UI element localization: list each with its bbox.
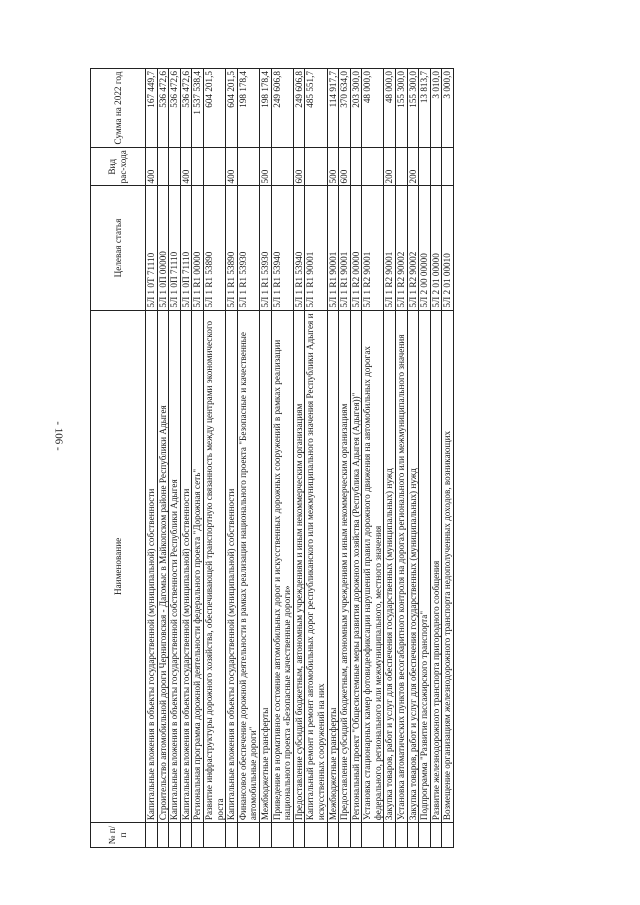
row-number-cell bbox=[419, 823, 431, 848]
row-code-cell: 5Л 1 R1 53930 bbox=[259, 186, 271, 310]
row-sum-cell: 536 472,6 bbox=[169, 69, 181, 148]
table-row bbox=[226, 69, 238, 848]
row-sum-cell: 155 300,0 bbox=[396, 69, 408, 148]
table-row bbox=[271, 69, 293, 848]
row-code-cell: 5Л 1 R1 53930 bbox=[237, 186, 259, 310]
row-name-cell: Подпрограмма "Развитие пассажирского транспорта" bbox=[419, 310, 431, 823]
row-sum-cell: 485 551,7 bbox=[305, 69, 327, 148]
row-name-cell: Капитальный ремонт и ремонт автомобильных дорог республиканского или межмуниципального значения Республики Адыгея и искусственных сооружений на них bbox=[305, 310, 327, 823]
row-vid-cell bbox=[203, 148, 225, 186]
row-number-cell bbox=[430, 823, 442, 848]
row-vid-cell bbox=[419, 148, 431, 186]
table-row bbox=[169, 69, 181, 848]
row-code-cell: 5Л 1 0П 71110 bbox=[180, 186, 192, 310]
row-code-cell: 5Л 2 01 00000 bbox=[430, 186, 442, 310]
row-name-cell: Возмещение организациям железнодорожного транспорта недополученных доходов, возникающих bbox=[442, 310, 454, 823]
row-sum-cell: 48 000,0 bbox=[384, 69, 396, 148]
row-name-cell: Межбюджетные трансферты bbox=[259, 310, 271, 823]
row-code-cell: 5Л 1 0П 00000 bbox=[157, 186, 169, 310]
row-vid-cell bbox=[157, 148, 169, 186]
row-vid-cell bbox=[430, 148, 442, 186]
table-row bbox=[157, 69, 169, 848]
header-sum: Сумма на 2022 год bbox=[91, 69, 146, 148]
row-vid-cell: 400 bbox=[146, 148, 158, 186]
row-code-cell: 5Л 1 R1 53940 bbox=[271, 186, 293, 310]
row-number-cell bbox=[339, 823, 351, 848]
row-code-cell: 5Л 1 0Т 71110 bbox=[146, 186, 158, 310]
table-row bbox=[419, 69, 431, 848]
table-row bbox=[430, 69, 442, 848]
row-vid-cell: 400 bbox=[226, 148, 238, 186]
table-row bbox=[442, 69, 454, 848]
table-row bbox=[146, 69, 158, 848]
header-num: № п/п bbox=[91, 823, 146, 848]
table-body bbox=[146, 69, 454, 848]
row-vid-cell bbox=[237, 148, 259, 186]
row-code-cell: 5Л 1 R1 53890 bbox=[203, 186, 225, 310]
row-vid-cell bbox=[192, 148, 204, 186]
row-name-cell: Установка автоматических пунктов весогабаритного контроля на дорогах регионального или межмуниципального значения bbox=[396, 310, 408, 823]
row-name-cell: Региональный проект "Общесистемные меры развития дорожного хозяйства (Республика Адыгея (Адыгея))" bbox=[350, 310, 362, 823]
row-vid-cell: 500 bbox=[259, 148, 271, 186]
row-code-cell: 5Л 1 0П 71110 bbox=[169, 186, 181, 310]
table-row bbox=[237, 69, 259, 848]
row-number-cell bbox=[157, 823, 169, 848]
row-sum-cell: 203 300,0 bbox=[350, 69, 362, 148]
row-name-cell: Предоставление субсидий бюджетным, автономным учреждениям и иным некоммерческим организациям bbox=[339, 310, 351, 823]
row-sum-cell: 536 472,6 bbox=[157, 69, 169, 148]
row-number-cell bbox=[350, 823, 362, 848]
table-row bbox=[305, 69, 327, 848]
row-number-cell bbox=[293, 823, 305, 848]
table-header-row bbox=[91, 69, 146, 848]
row-code-cell: 5Л 1 R1 90001 bbox=[339, 186, 351, 310]
page-number: - 106 - bbox=[52, 421, 65, 451]
row-sum-cell: 155 300,0 bbox=[407, 69, 419, 148]
row-sum-cell: 249 606,8 bbox=[271, 69, 293, 148]
table-row bbox=[384, 69, 396, 848]
row-vid-cell bbox=[362, 148, 384, 186]
row-name-cell: Капитальные вложения в объекты государственной (муниципальной) собственности bbox=[146, 310, 158, 823]
table-row bbox=[259, 69, 271, 848]
row-name-cell: Капитальные вложения в объекты государственной (муниципальной) собственности bbox=[180, 310, 192, 823]
row-vid-cell: 600 bbox=[339, 148, 351, 186]
header-name: Наименование bbox=[91, 310, 146, 823]
row-sum-cell: 167 449,7 bbox=[146, 69, 158, 148]
row-vid-cell: 600 bbox=[293, 148, 305, 186]
table-row bbox=[350, 69, 362, 848]
table-row bbox=[203, 69, 225, 848]
row-sum-cell: 48 000,0 bbox=[362, 69, 384, 148]
row-vid-cell bbox=[271, 148, 293, 186]
row-code-cell: 5Л 1 R2 90001 bbox=[384, 186, 396, 310]
row-number-cell bbox=[384, 823, 396, 848]
row-number-cell bbox=[180, 823, 192, 848]
row-code-cell: 5Л 2 00 00000 bbox=[419, 186, 431, 310]
table-row bbox=[293, 69, 305, 848]
header-vid: Вид рас-хода bbox=[91, 148, 146, 186]
row-vid-cell bbox=[442, 148, 454, 186]
row-number-cell bbox=[259, 823, 271, 848]
row-sum-cell: 13 813,7 bbox=[419, 69, 431, 148]
row-vid-cell bbox=[169, 148, 181, 186]
row-sum-cell: 536 472,6 bbox=[180, 69, 192, 148]
row-name-cell: Финансовое обеспечение дорожной деятельности в рамках реализации национального проекта "Безопасные и качественные автомобильные дороги" bbox=[237, 310, 259, 823]
row-name-cell: Строительство автомобильной дороги Черниговская - Дагомыс в Майкопском районе Республики Адыгея bbox=[157, 310, 169, 823]
row-name-cell: Развитие инфраструктуры дорожного хозяйства, обеспечивающей транспортную связанность между центрами экономического роста bbox=[203, 310, 225, 823]
rotated-table-container bbox=[90, 68, 570, 848]
row-sum-cell: 198 178,4 bbox=[237, 69, 259, 148]
row-name-cell: Межбюджетные трансферты bbox=[327, 310, 339, 823]
row-sum-cell: 1 537 538,4 bbox=[192, 69, 204, 148]
table-row bbox=[396, 69, 408, 848]
row-code-cell: 5Л 1 R1 00000 bbox=[192, 186, 204, 310]
row-name-cell: Приведение в нормативное состояние автомобильных дорог и искусственных дорожных сооружений в рамках реализации национального проекта «Безопасные качественные дороги» bbox=[271, 310, 293, 823]
row-number-cell bbox=[237, 823, 259, 848]
table-row bbox=[327, 69, 339, 848]
row-code-cell: 5Л 1 R2 90002 bbox=[407, 186, 419, 310]
row-vid-cell: 200 bbox=[407, 148, 419, 186]
row-name-cell: Закупка товаров, работ и услуг для обеспечения государственных (муниципальных) нужд bbox=[384, 310, 396, 823]
row-code-cell: 5Л 2 01 00010 bbox=[442, 186, 454, 310]
table-row bbox=[192, 69, 204, 848]
row-sum-cell: 198 178,4 bbox=[259, 69, 271, 148]
row-vid-cell: 400 bbox=[180, 148, 192, 186]
row-code-cell: 5Л 1 R1 90001 bbox=[305, 186, 327, 310]
row-code-cell: 5Л 1 R1 90001 bbox=[327, 186, 339, 310]
row-number-cell bbox=[271, 823, 293, 848]
row-sum-cell: 604 201,5 bbox=[203, 69, 225, 148]
row-number-cell bbox=[169, 823, 181, 848]
row-number-cell bbox=[362, 823, 384, 848]
row-code-cell: 5Л 1 R2 00000 bbox=[350, 186, 362, 310]
budget-table bbox=[90, 68, 454, 848]
row-vid-cell: 200 bbox=[384, 148, 396, 186]
row-number-cell bbox=[146, 823, 158, 848]
row-number-cell bbox=[192, 823, 204, 848]
row-number-cell bbox=[226, 823, 238, 848]
row-sum-cell: 604 201,5 bbox=[226, 69, 238, 148]
row-sum-cell: 249 606,8 bbox=[293, 69, 305, 148]
row-name-cell: Капитальные вложения в объекты государственной собственности Республики Адыгея bbox=[169, 310, 181, 823]
row-sum-cell: 3 000,0 bbox=[442, 69, 454, 148]
row-number-cell bbox=[327, 823, 339, 848]
row-name-cell: Развитие железнодорожного транспорта пригородного сообщения bbox=[430, 310, 442, 823]
row-name-cell: Предоставление субсидий бюджетным, автономным учреждениям и иным некоммерческим организациям bbox=[293, 310, 305, 823]
row-code-cell: 5Л 1 R2 90002 bbox=[396, 186, 408, 310]
table-row bbox=[362, 69, 384, 848]
row-code-cell: 5Л 1 R1 53940 bbox=[293, 186, 305, 310]
header-code: Целевая статья bbox=[91, 186, 146, 310]
row-number-cell bbox=[442, 823, 454, 848]
row-vid-cell bbox=[350, 148, 362, 186]
row-number-cell bbox=[203, 823, 225, 848]
row-code-cell: 5Л 1 R1 53890 bbox=[226, 186, 238, 310]
row-sum-cell: 370 634,0 bbox=[339, 69, 351, 148]
table-row bbox=[339, 69, 351, 848]
row-vid-cell bbox=[305, 148, 327, 186]
row-code-cell: 5Л 1 R2 90001 bbox=[362, 186, 384, 310]
row-name-cell: Закупка товаров, работ и услуг для обеспечения государственных (муниципальных) нужд bbox=[407, 310, 419, 823]
row-name-cell: Региональная программа дорожной деятельности федерального проекта "Дорожная сеть" bbox=[192, 310, 204, 823]
row-sum-cell: 3 010,0 bbox=[430, 69, 442, 148]
row-vid-cell: 500 bbox=[327, 148, 339, 186]
table-row bbox=[180, 69, 192, 848]
row-sum-cell: 114 917,7 bbox=[327, 69, 339, 148]
row-number-cell bbox=[305, 823, 327, 848]
row-vid-cell bbox=[396, 148, 408, 186]
table-row bbox=[407, 69, 419, 848]
row-name-cell: Капитальные вложения в объекты государственной (муниципальной) собственности bbox=[226, 310, 238, 823]
row-number-cell bbox=[407, 823, 419, 848]
row-number-cell bbox=[396, 823, 408, 848]
row-name-cell: Установка стационарных камер фотовидеофиксации нарушений правил дорожного движения на автомобильных дорогах федерального, регионального или межмуниципального, местного значения bbox=[362, 310, 384, 823]
